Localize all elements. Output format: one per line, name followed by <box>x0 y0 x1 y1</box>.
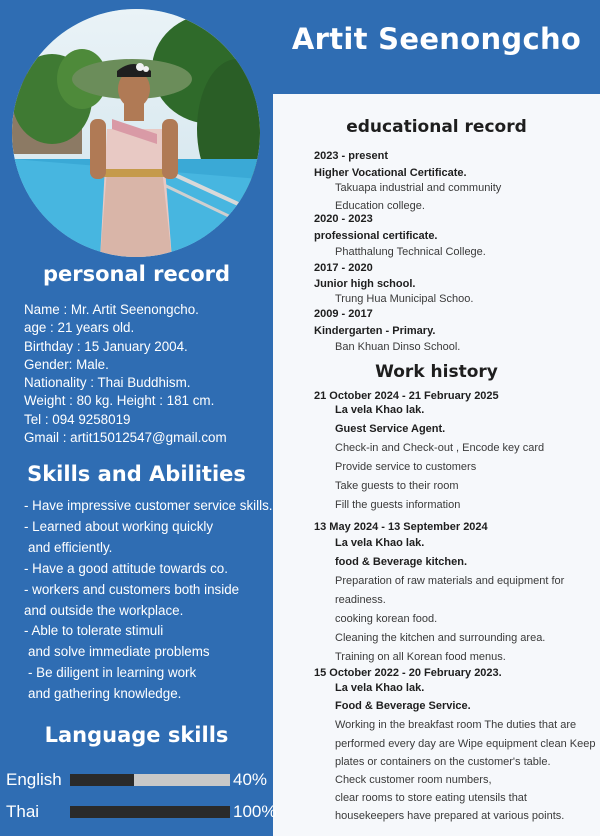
personal-item: Gmail : artit15012547@gmail.com <box>24 430 227 446</box>
skill-line: - Have impressive customer service skills. <box>24 498 273 513</box>
skill-line: and efficiently. <box>28 539 113 555</box>
education-period: 2020 - 2023 <box>314 213 373 225</box>
job-duty: Working in the breakfast room The duties that are <box>335 719 577 731</box>
skill-line: - Be diligent in learning work <box>28 665 197 681</box>
job-duty: Preparation of raw materials and equipment for <box>335 575 565 587</box>
language-row-english <box>6 769 274 791</box>
education-detail: Education college. <box>335 200 425 212</box>
language-percent: 40% <box>233 770 268 789</box>
job-period: 21 October 2024 - 21 February 2025 <box>314 390 499 402</box>
job-duty: Check customer room numbers, <box>335 774 492 786</box>
language-bar-track <box>70 806 230 818</box>
education-heading: educational record <box>346 117 527 137</box>
job-duty: readiness. <box>335 594 386 606</box>
job-duty: Training on all Korean food menus. <box>335 651 506 663</box>
skills-list <box>24 496 272 705</box>
personal-item: Nationality : Thai Buddhism. <box>24 375 191 391</box>
personal-record-heading: personal record <box>42 262 231 286</box>
job-duty: clear rooms to store eating utensils that <box>335 792 527 804</box>
skills-heading: Skills and Abilities <box>27 462 246 486</box>
skill-line: - Have a good attitude towards co. <box>24 560 228 576</box>
education-period: 2023 - present <box>314 150 388 162</box>
education-title: professional certificate. <box>314 230 438 242</box>
language-percent: 100% <box>233 802 277 821</box>
personal-item: Birthday : 15 January 2004. <box>24 338 188 354</box>
personal-item: Gender: Male. <box>24 356 109 372</box>
job-duty: plates or containers on the customer's table. <box>335 756 551 768</box>
language-skills-heading: Language skills <box>44 723 229 747</box>
person-name: Artit Seenongcho <box>291 22 582 56</box>
education-detail: Trung Hua Municipal Schoo. <box>335 293 474 305</box>
education-period: 2017 - 2020 <box>314 262 373 274</box>
job-duty: cooking korean food. <box>335 613 438 625</box>
education-title: Higher Vocational Certificate. <box>314 167 467 179</box>
job-position: Food & Beverage Service. <box>335 700 471 712</box>
personal-item: age : 21 years old. <box>24 320 135 336</box>
job-duty: Fill the guests information <box>335 499 461 511</box>
skill-line: and gathering knowledge. <box>28 686 182 702</box>
profile-photo <box>12 9 260 257</box>
job-position: food & Beverage kitchen. <box>335 556 468 568</box>
skill-line: and solve immediate problems <box>28 644 210 660</box>
job-duty: performed every day are Wipe equipment clean Keep <box>335 738 596 750</box>
job-position: Guest Service Agent. <box>335 423 446 435</box>
personal-item: Weight : 80 kg. Height : 181 cm. <box>24 393 215 409</box>
skill-line: - workers and customers both inside <box>24 581 240 597</box>
job-period: 15 October 2022 - 20 February 2023. <box>314 667 502 679</box>
education-period: 2009 - 2017 <box>314 308 373 320</box>
education-detail: Phatthalung Technical College. <box>335 246 486 258</box>
skill-line: - Learned about working quickly <box>24 518 214 534</box>
personal-item: Name : Mr. Artit Seenongcho. <box>24 302 199 317</box>
job-duty: Provide service to customers <box>335 461 477 473</box>
skill-line: - Able to tolerate stimuli <box>24 623 164 639</box>
job-duty: Take guests to their room <box>335 480 459 492</box>
personal-record-list <box>24 301 269 447</box>
education-detail: Ban Khuan Dinso School. <box>335 341 461 353</box>
job-duty: Check-in and Check-out , Encode key card <box>335 442 545 454</box>
language-name: English <box>6 770 62 789</box>
job-duty: housekeepers have prepared at various points. <box>335 810 565 822</box>
language-row-thai <box>6 801 277 823</box>
job-company: La vela Khao lak. <box>335 537 425 549</box>
education-title: Junior high school. <box>314 278 416 290</box>
language-bar-fill <box>70 774 134 786</box>
job-company: La vela Khao lak. <box>335 682 425 694</box>
language-name: Thai <box>6 802 40 821</box>
job-company: La vela Khao lak. <box>335 404 425 416</box>
education-title: Kindergarten - Primary. <box>314 325 436 337</box>
education-detail: Takuapa industrial and community <box>335 182 502 194</box>
work-history-heading: Work history <box>375 362 498 382</box>
personal-item: Tel : 094 9258019 <box>24 411 131 427</box>
job-duty: Cleaning the kitchen and surrounding area. <box>335 632 546 644</box>
skill-line: and outside the workplace. <box>24 602 184 618</box>
job-period: 13 May 2024 - 13 September 2024 <box>314 521 488 533</box>
language-bar-fill <box>70 806 230 818</box>
language-bar-track <box>70 774 230 786</box>
